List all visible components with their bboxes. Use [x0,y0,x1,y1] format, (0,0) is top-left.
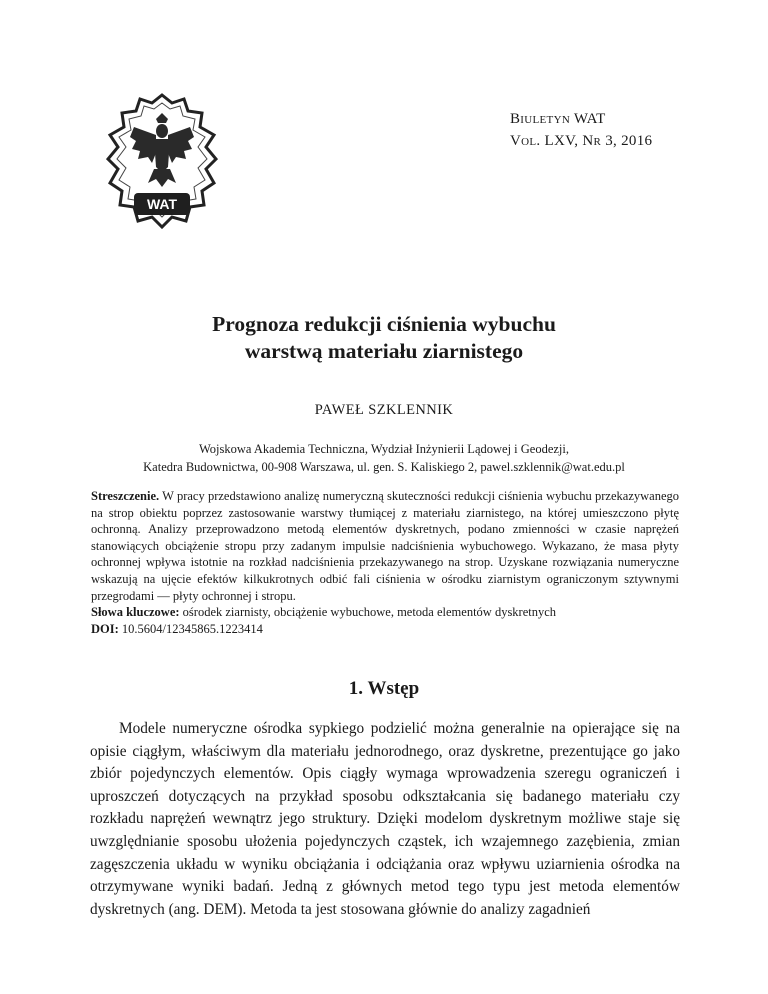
keywords-label: Słowa kluczowe: [91,605,180,620]
journal-volume: Vol. LXV, Nr 3, 2016 [510,133,653,149]
title-line-2: warstwą materiału ziarnistego [244,339,524,363]
intro-paragraph: Modele numeryczne ośrodka sypkiego podzielić można generalnie na opierające się na opisie ciągłym, właściwym dla materiału jednorodnego, oraz dyskretne, prezentujące go jako zbiór pojedynczych elementów. Opis ciągły wymaga wprowadzenia szeregu ograniczeń i uproszczeń dotyczących na przykład sposobu odkształcania się badanego materiału czy rozkładu naprężeń wewnątrz jego struktury. Dzięki modelom dyskretnym możliwe staje się uwzględnianie sposobu ułożenia pojedynczych cząstek, ich wzajemnego zazębienia, zmian zagęszczenia układu w wyniku obciążania i odciążania oraz wpływu uziarnienia ośrodka na otrzymywane wyniki badań. Jedną z głównych metod tego typu jest metoda elementów dyskretnych (ang. DEM). Metoda ta jest stosowana głównie do analizy zagadnień [90,720,680,918]
abstract [91,488,679,637]
author-name: PAWEŁ SZKLENNIK [314,402,454,418]
article-title [0,311,768,365]
wat-logo [104,93,220,247]
abstract-label: Streszczenie. [91,489,160,503]
section-heading: 1. Wstęp [348,678,420,699]
doi-label: DOI: [91,621,119,636]
logo-text: WAT [146,196,178,212]
keywords-line [91,604,679,621]
affiliation [80,440,688,476]
eagle-emblem [130,113,194,187]
journal-name: Biuletyn WAT [510,111,606,127]
title-line-1: Prognoza redukcji ciśnienia wybuchu [212,312,556,336]
affiliation-line-2: Katedra Budownictwa, 00-908 Warszawa, ul. gen. S. Kaliskiego 2, pawel.szklennik@wat.edu.pl [143,460,625,474]
affiliation-line-1: Wojskowa Akademia Techniczna, Wydział Inżynierii Lądowej i Geodezji, [198,442,570,456]
journal-info [510,108,652,152]
doi-line [91,621,679,638]
abstract-paragraph [91,488,679,604]
keywords-text: ośrodek ziarnisty, obciążenie wybuchowe, metoda elementów dyskretnych [182,605,557,620]
abstract-text: W pracy przedstawiono analizę numeryczną skuteczności redukcji ciśnienia wybuchu przekazywanego na strop obiektu poprzez zastosowanie warstwy tłumiącej z materiału ziarnistego, na której umieszczono płytę ochronną. Analizy przeprowadzono metodą elementów dyskretnych, podano zmienności w czasie naprężeń stanowiących obciążenie stropu przy zadanym impulsie nadciśnienia wybuchowego. Wykazano, że masa płyty ochronnej wpływa istotnie na rozkład nadciśnienia przekazywanego na strop. Uzyskane rozwiązania numeryczne wskazują na ujęcie efektów kilkukrotnych odbić fali ciśnienia w ośrodku ziarnistym ograniczonym sztywnymi przegrodami — płyty ochronnej i stropu. [91,489,679,603]
doi-value: 10.5604/12345865.1223414 [121,621,263,636]
